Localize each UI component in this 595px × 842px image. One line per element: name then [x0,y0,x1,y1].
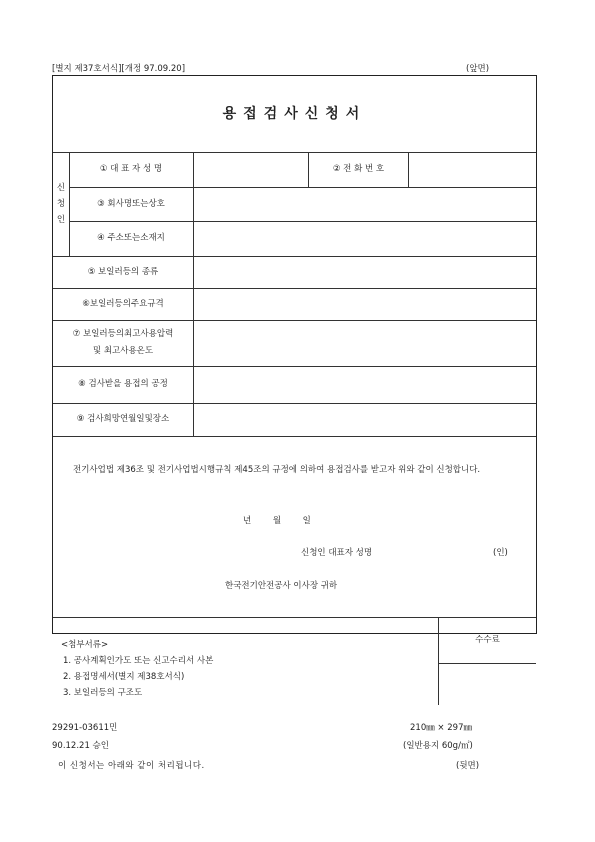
addressee: 한국전기안전공사 이사장 귀하 [225,581,338,591]
form-code: 29291-03611민 [52,723,118,733]
seal-mark: (인) [493,548,508,558]
phone-label: ② 전 화 번 호 [332,164,385,174]
form-title: 용접검사신청서 [222,105,367,122]
process-note: 이 신청서는 아래와 같이 처리됩니다. [58,761,205,771]
paper-type: (일반용지 60g/㎡) [403,741,473,751]
fee-field[interactable] [439,664,535,704]
attachment-item: 1. 공사계획인가도 또는 신고수리서 사본 [63,656,214,666]
weld-process-label: ⑧ 검사받을 용접의 공정 [78,379,168,389]
boiler-spec-label: ⑥보일러등의주요규격 [82,298,164,309]
applicant-group-label: 신 청 인 [56,183,66,225]
fee-label: 수수료 [475,634,500,645]
weld-process-field[interactable] [194,367,535,402]
paper-size: 210㎜ × 297㎜ [410,723,472,733]
attachment-item: 2. 용접명세서(별지 제38호서식) [63,672,185,682]
form-reference: [별지 제37호서식][개정 97.09.20] [52,64,186,74]
company-field[interactable] [194,188,535,220]
applicant-signature-label: 신청인 대표자 성명 [301,548,373,558]
rep-name-field[interactable] [194,153,307,186]
inspection-date-place-field[interactable] [194,404,535,435]
boiler-type-label: ⑤ 보일러등의 종류 [87,266,159,277]
application-statement: 전기사업법 제36조 및 전기사업법시행규칙 제45조의 규정에 의하여 용접검사를 받고자 위와 같이 신청합니다. [73,465,481,475]
rep-name-label: ① 대 표 자 성 명 [99,164,163,174]
max-pressure-label-line2: 및 최고사용온도 [92,346,154,356]
application-form [52,75,537,698]
page-side-label: (앞면) [466,64,490,74]
address-label: ④ 주소또는소재지 [97,233,165,243]
attachment-item: 3. 보일러등의 구조도 [63,688,143,698]
boiler-type-field[interactable] [194,257,535,287]
approval-date: 90.12.21 승인 [52,741,109,751]
company-label: ③ 회사명또는상호 [97,198,165,209]
back-side-label: (뒷면) [456,761,480,771]
max-pressure-label-line1: ⑦ 보일러등의최고사용압력 [72,329,174,339]
phone-field[interactable] [409,153,535,186]
attachments-heading: <첨부서류> [61,640,109,650]
date-line: 년 월 일 [243,516,311,526]
boiler-spec-field[interactable] [194,289,535,319]
inspection-date-place-label: ⑨ 검사희망연월일및장소 [76,414,170,424]
address-field[interactable] [194,222,535,255]
max-pressure-field[interactable] [194,321,535,365]
max-pressure-label [53,320,193,366]
